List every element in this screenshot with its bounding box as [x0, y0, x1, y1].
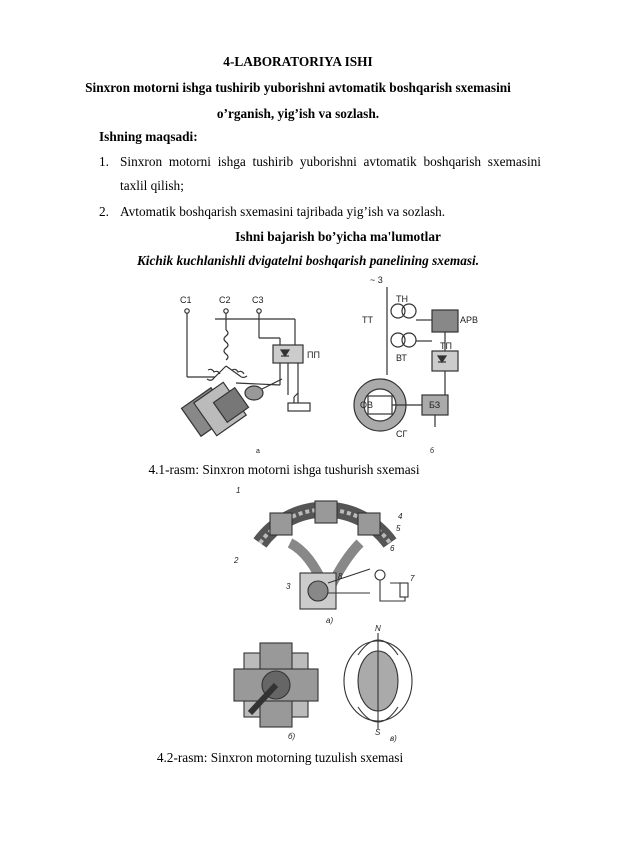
label-bz: БЗ [429, 400, 441, 410]
goal-1-number: 1. [99, 154, 109, 169]
label-north: N [375, 624, 381, 633]
label-c3: C3 [252, 295, 264, 305]
label-c2: C2 [219, 295, 231, 305]
label-tp: ТП [440, 341, 452, 351]
goal-2-number: 2. [99, 204, 109, 219]
label-pp: ПП [307, 350, 320, 360]
label-sg: СГ [396, 429, 408, 439]
figure-4-1 [170, 275, 479, 460]
label-n3: 3 [286, 582, 291, 591]
label-n7: 7 [410, 574, 415, 583]
label-sub-a: a [256, 448, 260, 455]
label-south: S [375, 728, 381, 737]
label-tt: ТТ [362, 315, 373, 325]
label-supply: ~ 3 [370, 275, 383, 285]
figure-4-2 [230, 483, 420, 743]
label-n8: 8 [338, 572, 343, 581]
label-sub-b2: б) [288, 732, 296, 741]
label-sub-a2: а) [326, 616, 334, 625]
goal-1-line-1: Sinxron motorni ishga tushirib yuborishni avtomatik boshqarish sxemasini [120, 154, 541, 169]
figure-4-2-caption: 4.2-rasm: Sinxron motorning tuzulish sxemasi [156, 750, 404, 765]
label-n2: 2 [234, 556, 239, 565]
label-ov: ОВ [360, 400, 374, 410]
info-heading: Ishni bajarish bo’yicha ma'lumotlar [235, 229, 441, 244]
topic-line-1: Sinxron motorni ishga tushirib yuborishni avtomatik boshqarish sxemasini [85, 80, 511, 95]
goal-2-line-1: Avtomatik boshqarish sxemasini tajribada yig’ish va sozlash. [120, 204, 446, 219]
label-vt: ВТ [396, 353, 407, 363]
label-n5: 5 [396, 524, 401, 533]
lab-title: 4-LABORATORIYA ISHI [223, 54, 373, 69]
label-n4: 4 [398, 512, 403, 521]
goal-1-line-2: taxlil qilish; [120, 178, 184, 193]
label-sub-v2: в) [390, 734, 397, 743]
label-arv: АРВ [460, 315, 479, 325]
panel-heading: Kichik kuchlanishli dvigatelni boshqarish panelining sxemasi. [136, 253, 480, 268]
label-c1: C1 [180, 295, 192, 305]
topic-line-2: o’rganish, yig’ish va sozlash. [216, 106, 380, 121]
label-n6: 6 [390, 544, 395, 553]
label-sub-b: б [430, 448, 435, 455]
goal-heading: Ishning maqsadi: [99, 129, 198, 144]
figure-4-1-caption: 4.1-rasm: Sinxron motorni ishga tushurish sxemasi [148, 462, 420, 477]
label-n1: 1 [236, 486, 241, 495]
label-tn: ТН [396, 294, 408, 304]
